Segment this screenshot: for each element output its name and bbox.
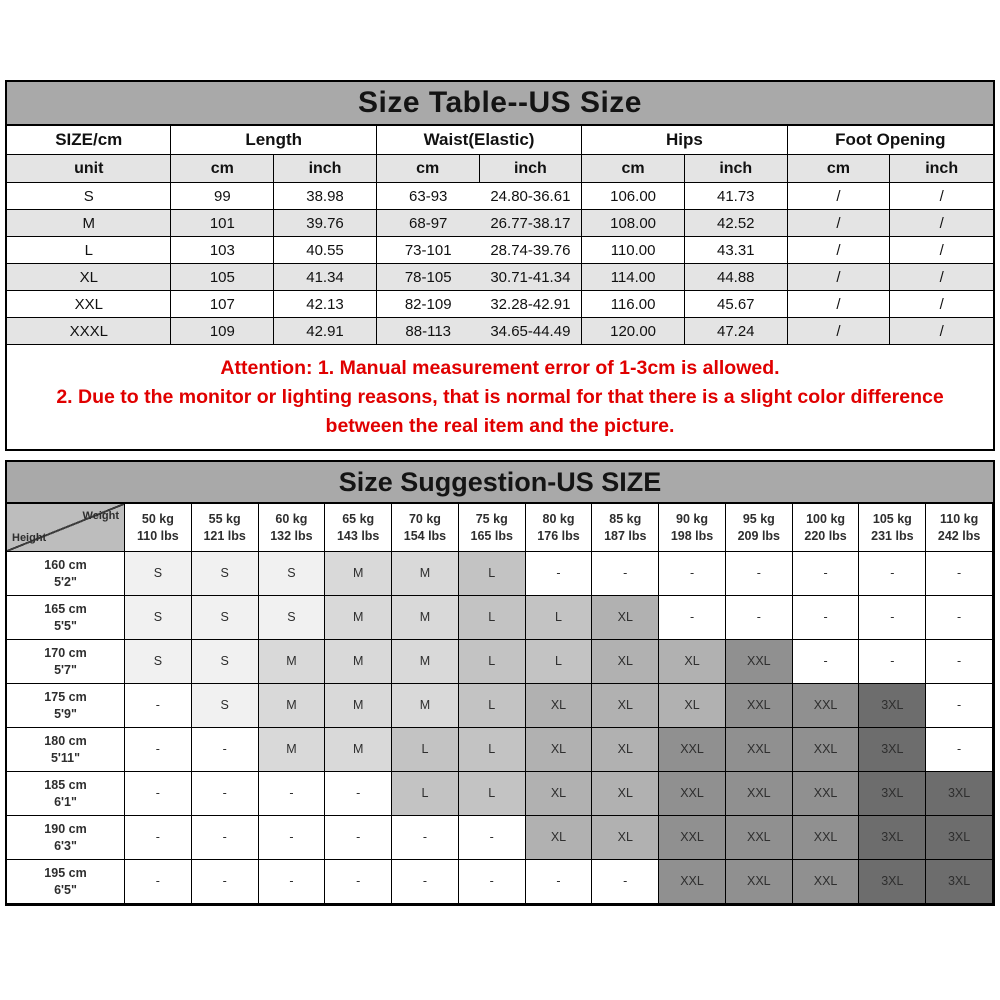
- size-table-cell: 47.24: [685, 318, 788, 345]
- size-table-cell: 44.88: [685, 264, 788, 291]
- weight-kg-label: 90 kg: [676, 511, 709, 526]
- suggestion-size-cell: XL: [592, 596, 659, 640]
- suggestion-empty-cell: -: [859, 552, 926, 596]
- weight-header-cell: [192, 504, 259, 552]
- suggestion-size-cell: M: [392, 640, 459, 684]
- suggestion-empty-cell: -: [793, 552, 860, 596]
- suggestion-size-cell: M: [325, 640, 392, 684]
- size-table-cell: 114.00: [582, 264, 685, 291]
- suggestion-empty-cell: -: [926, 640, 993, 684]
- height-cm-label: 195 cm: [44, 865, 87, 880]
- suggestion-empty-cell: -: [793, 640, 860, 684]
- height-row-label: [7, 596, 125, 640]
- weight-header-cell: [459, 504, 526, 552]
- weight-kg-label: 85 kg: [609, 511, 642, 526]
- suggestion-size-cell: L: [392, 728, 459, 772]
- suggestion-size-cell: M: [259, 728, 326, 772]
- suggestion-empty-cell: -: [526, 552, 593, 596]
- suggestion-empty-cell: -: [859, 596, 926, 640]
- suggestion-size-cell: XL: [592, 640, 659, 684]
- size-table-section: [5, 80, 995, 451]
- height-row-label: [7, 640, 125, 684]
- weight-header-cell: [125, 504, 192, 552]
- suggestion-size-cell: M: [259, 640, 326, 684]
- weight-header-cell: [926, 504, 993, 552]
- weight-kg-label: 75 kg: [475, 511, 508, 526]
- suggestion-size-cell: M: [325, 552, 392, 596]
- size-table-cell: 41.73: [685, 183, 788, 210]
- suggestion-size-cell: S: [192, 552, 259, 596]
- suggestion-empty-cell: -: [592, 860, 659, 904]
- suggestion-empty-cell: -: [793, 596, 860, 640]
- height-cm-label: 160 cm: [44, 557, 87, 572]
- size-table-cell: 42.91: [274, 318, 377, 345]
- suggestion-empty-cell: -: [192, 816, 259, 860]
- weight-header-cell: [859, 504, 926, 552]
- size-suggestion-title: Size Suggestion-US SIZE: [7, 462, 993, 504]
- suggestion-size-cell: S: [192, 596, 259, 640]
- size-table-cell: 26.77-38.17: [480, 210, 583, 237]
- height-ft-label: 6'3": [54, 838, 77, 853]
- suggestion-empty-cell: -: [592, 552, 659, 596]
- weight-kg-label: 65 kg: [342, 511, 375, 526]
- suggestion-empty-cell: -: [125, 860, 192, 904]
- suggestion-empty-cell: -: [859, 640, 926, 684]
- suggestion-size-cell: M: [392, 596, 459, 640]
- suggestion-empty-cell: -: [659, 552, 726, 596]
- height-cm-label: 185 cm: [44, 777, 87, 792]
- size-table-cell: /: [788, 210, 891, 237]
- suggestion-size-cell: XL: [659, 640, 726, 684]
- weight-kg-label: 105 kg: [872, 511, 912, 526]
- size-suggestion-section: [5, 460, 995, 906]
- unit-header-cell: cm: [582, 155, 685, 183]
- unit-header-cell: inch: [685, 155, 788, 183]
- weight-lbs-label: 132 lbs: [270, 528, 313, 543]
- height-cm-label: 175 cm: [44, 689, 87, 704]
- suggestion-empty-cell: -: [459, 860, 526, 904]
- suggestion-size-cell: 3XL: [859, 772, 926, 816]
- weight-kg-label: 80 kg: [542, 511, 575, 526]
- suggestion-empty-cell: -: [325, 816, 392, 860]
- suggestion-size-cell: 3XL: [859, 728, 926, 772]
- weight-header-cell: [526, 504, 593, 552]
- suggestion-size-cell: XXL: [793, 860, 860, 904]
- size-table: [7, 126, 993, 345]
- height-ft-label: 5'2": [54, 574, 77, 589]
- suggestion-size-cell: 3XL: [926, 860, 993, 904]
- size-table-cell: 32.28-42.91: [480, 291, 583, 318]
- size-table-cell: /: [788, 318, 891, 345]
- size-table-cell: 109: [171, 318, 274, 345]
- size-table-cell: 120.00: [582, 318, 685, 345]
- suggestion-size-cell: XXL: [726, 772, 793, 816]
- weight-header-cell: [592, 504, 659, 552]
- size-table-cell: /: [890, 264, 993, 291]
- suggestion-size-cell: M: [392, 552, 459, 596]
- suggestion-empty-cell: -: [325, 860, 392, 904]
- suggestion-empty-cell: -: [392, 816, 459, 860]
- height-row-label: [7, 860, 125, 904]
- suggestion-size-cell: L: [459, 552, 526, 596]
- size-table-cell: /: [788, 183, 891, 210]
- column-group-header: Foot Opening: [788, 126, 993, 155]
- weight-kg-label: 95 kg: [742, 511, 775, 526]
- size-table-cell: 28.74-39.76: [480, 237, 583, 264]
- size-table-cell: /: [890, 237, 993, 264]
- size-table-title: Size Table--US Size: [7, 82, 993, 126]
- suggestion-size-cell: L: [526, 596, 593, 640]
- suggestion-size-cell: S: [125, 552, 192, 596]
- size-table-cell: 110.00: [582, 237, 685, 264]
- size-table-cell: 63-93: [377, 183, 480, 210]
- size-table-cell: 39.76: [274, 210, 377, 237]
- column-group-header: Hips: [582, 126, 787, 155]
- weight-lbs-label: 143 lbs: [336, 528, 380, 543]
- suggestion-empty-cell: -: [192, 860, 259, 904]
- suggestion-size-cell: XL: [526, 772, 593, 816]
- suggestion-size-cell: L: [526, 640, 593, 684]
- suggestion-size-cell: XL: [526, 684, 593, 728]
- size-row-label: XXXL: [7, 318, 171, 345]
- suggestion-size-cell: XXL: [793, 684, 860, 728]
- suggestion-size-cell: XXL: [793, 816, 860, 860]
- size-table-cell: /: [788, 237, 891, 264]
- column-group-header: SIZE/cm: [7, 126, 171, 155]
- height-row-label: [7, 684, 125, 728]
- weight-header-cell: [793, 504, 860, 552]
- suggestion-empty-cell: -: [325, 772, 392, 816]
- suggestion-size-cell: M: [325, 728, 392, 772]
- suggestion-empty-cell: -: [125, 684, 192, 728]
- suggestion-empty-cell: -: [926, 552, 993, 596]
- suggestion-size-cell: S: [192, 684, 259, 728]
- weight-kg-label: 70 kg: [408, 511, 441, 526]
- height-row-label: [7, 552, 125, 596]
- suggestion-size-cell: XXL: [726, 640, 793, 684]
- weight-header-cell: [659, 504, 726, 552]
- unit-header-cell: inch: [480, 155, 583, 183]
- suggestion-empty-cell: -: [726, 596, 793, 640]
- height-ft-label: 5'11": [50, 750, 81, 765]
- size-table-cell: 43.31: [685, 237, 788, 264]
- suggestion-size-cell: XXL: [793, 772, 860, 816]
- weight-lbs-label: 209 lbs: [737, 528, 780, 543]
- size-table-cell: 41.34: [274, 264, 377, 291]
- suggestion-size-cell: S: [259, 596, 326, 640]
- suggestion-empty-cell: -: [726, 552, 793, 596]
- suggestion-empty-cell: -: [125, 772, 192, 816]
- size-table-cell: 116.00: [582, 291, 685, 318]
- suggestion-empty-cell: -: [259, 860, 326, 904]
- suggestion-size-cell: M: [259, 684, 326, 728]
- suggestion-size-cell: L: [459, 728, 526, 772]
- suggestion-size-cell: XL: [592, 684, 659, 728]
- corner-height-label: Height: [12, 532, 47, 544]
- attention-line-1: Attention: 1. Manual measurement error of 1-3cm is allowed.: [220, 357, 780, 379]
- size-table-cell: 101: [171, 210, 274, 237]
- suggestion-empty-cell: -: [526, 860, 593, 904]
- suggestion-size-cell: S: [259, 552, 326, 596]
- suggestion-size-cell: L: [392, 772, 459, 816]
- suggestion-size-cell: L: [459, 772, 526, 816]
- corner-weight-label: Weight: [82, 510, 119, 522]
- size-table-cell: 68-97: [377, 210, 480, 237]
- unit-header-cell: inch: [274, 155, 377, 183]
- height-cm-label: 180 cm: [44, 733, 87, 748]
- weight-height-corner: [7, 504, 125, 552]
- unit-row-label: unit: [7, 155, 171, 183]
- weight-header-cell: [392, 504, 459, 552]
- size-table-cell: /: [788, 291, 891, 318]
- size-table-cell: /: [890, 210, 993, 237]
- weight-kg-label: 100 kg: [806, 511, 846, 526]
- weight-lbs-label: 231 lbs: [871, 528, 914, 543]
- suggestion-size-cell: 3XL: [859, 860, 926, 904]
- suggestion-size-cell: 3XL: [859, 816, 926, 860]
- size-row-label: S: [7, 183, 171, 210]
- column-group-header: Length: [171, 126, 376, 155]
- suggestion-empty-cell: -: [125, 728, 192, 772]
- suggestion-empty-cell: -: [926, 596, 993, 640]
- height-cm-label: 190 cm: [44, 821, 87, 836]
- weight-lbs-label: 154 lbs: [403, 528, 447, 543]
- suggestion-size-cell: XXL: [793, 728, 860, 772]
- attention-line-3: between the real item and the picture.: [325, 415, 675, 437]
- height-ft-label: 5'5": [54, 618, 77, 633]
- size-table-cell: /: [890, 183, 993, 210]
- size-table-cell: 78-105: [377, 264, 480, 291]
- height-row-label: [7, 816, 125, 860]
- suggestion-size-cell: M: [325, 684, 392, 728]
- suggestion-size-cell: M: [325, 596, 392, 640]
- suggestion-size-cell: 3XL: [926, 816, 993, 860]
- height-ft-label: 6'5": [54, 882, 77, 897]
- size-table-cell: 82-109: [377, 291, 480, 318]
- suggestion-size-cell: XXL: [726, 728, 793, 772]
- size-row-label: XL: [7, 264, 171, 291]
- weight-lbs-label: 176 lbs: [537, 528, 580, 543]
- size-row-label: L: [7, 237, 171, 264]
- size-table-cell: /: [890, 318, 993, 345]
- size-table-cell: 105: [171, 264, 274, 291]
- suggestion-size-cell: 3XL: [859, 684, 926, 728]
- weight-lbs-label: 110 lbs: [137, 528, 179, 543]
- weight-lbs-label: 242 lbs: [937, 528, 981, 543]
- size-suggestion-table: [7, 504, 993, 904]
- height-cm-label: 165 cm: [44, 601, 87, 616]
- height-cm-label: 170 cm: [44, 645, 87, 660]
- size-table-cell: 40.55: [274, 237, 377, 264]
- size-table-cell: 106.00: [582, 183, 685, 210]
- size-table-cell: 99: [171, 183, 274, 210]
- suggestion-size-cell: XXL: [659, 772, 726, 816]
- suggestion-size-cell: S: [125, 640, 192, 684]
- height-ft-label: 6'1": [54, 794, 77, 809]
- weight-lbs-label: 220 lbs: [804, 528, 847, 543]
- size-table-cell: /: [890, 291, 993, 318]
- suggestion-size-cell: M: [392, 684, 459, 728]
- height-ft-label: 5'7": [54, 662, 77, 677]
- suggestion-size-cell: XXL: [726, 684, 793, 728]
- suggestion-size-cell: 3XL: [926, 772, 993, 816]
- size-table-cell: 34.65-44.49: [480, 318, 583, 345]
- height-row-label: [7, 728, 125, 772]
- suggestion-empty-cell: -: [659, 596, 726, 640]
- size-table-cell: 30.71-41.34: [480, 264, 583, 291]
- column-group-header: Waist(Elastic): [377, 126, 582, 155]
- suggestion-size-cell: XXL: [659, 816, 726, 860]
- weight-lbs-label: 198 lbs: [670, 528, 714, 543]
- unit-header-cell: cm: [171, 155, 274, 183]
- suggestion-size-cell: XL: [592, 728, 659, 772]
- unit-header-cell: cm: [788, 155, 891, 183]
- suggestion-empty-cell: -: [459, 816, 526, 860]
- weight-kg-label: 110 kg: [939, 511, 979, 526]
- height-row-label: [7, 772, 125, 816]
- attention-note: [7, 345, 993, 449]
- weight-header-cell: [726, 504, 793, 552]
- height-ft-label: 5'9": [54, 706, 77, 721]
- suggestion-size-cell: L: [459, 684, 526, 728]
- suggestion-size-cell: S: [192, 640, 259, 684]
- weight-lbs-label: 121 lbs: [203, 528, 246, 543]
- weight-lbs-label: 165 lbs: [470, 528, 513, 543]
- suggestion-size-cell: XL: [592, 816, 659, 860]
- size-row-label: XXL: [7, 291, 171, 318]
- attention-line-2: 2. Due to the monitor or lighting reasons, that is normal for that there is a slight color difference: [56, 386, 944, 408]
- suggestion-size-cell: XL: [526, 728, 593, 772]
- size-table-cell: 108.00: [582, 210, 685, 237]
- weight-header-cell: [325, 504, 392, 552]
- suggestion-empty-cell: -: [192, 728, 259, 772]
- size-table-cell: 42.52: [685, 210, 788, 237]
- suggestion-size-cell: L: [459, 596, 526, 640]
- suggestion-empty-cell: -: [392, 860, 459, 904]
- size-table-cell: 24.80-36.61: [480, 183, 583, 210]
- size-table-cell: /: [788, 264, 891, 291]
- weight-lbs-label: 187 lbs: [604, 528, 647, 543]
- suggestion-empty-cell: -: [125, 816, 192, 860]
- suggestion-empty-cell: -: [926, 684, 993, 728]
- weight-kg-label: 60 kg: [275, 511, 308, 526]
- weight-header-cell: [259, 504, 326, 552]
- suggestion-empty-cell: -: [259, 816, 326, 860]
- weight-kg-label: 50 kg: [141, 511, 174, 526]
- suggestion-size-cell: XL: [659, 684, 726, 728]
- suggestion-size-cell: XXL: [659, 860, 726, 904]
- unit-header-cell: cm: [377, 155, 480, 183]
- suggestion-empty-cell: -: [259, 772, 326, 816]
- unit-header-cell: inch: [890, 155, 993, 183]
- suggestion-size-cell: S: [125, 596, 192, 640]
- weight-kg-label: 55 kg: [208, 511, 241, 526]
- suggestion-size-cell: XXL: [726, 860, 793, 904]
- size-table-cell: 42.13: [274, 291, 377, 318]
- size-table-cell: 38.98: [274, 183, 377, 210]
- suggestion-size-cell: XXL: [659, 728, 726, 772]
- size-table-cell: 107: [171, 291, 274, 318]
- size-table-cell: 45.67: [685, 291, 788, 318]
- size-table-cell: 103: [171, 237, 274, 264]
- size-table-cell: 73-101: [377, 237, 480, 264]
- suggestion-size-cell: XXL: [726, 816, 793, 860]
- suggestion-empty-cell: -: [192, 772, 259, 816]
- size-table-cell: 88-113: [377, 318, 480, 345]
- suggestion-size-cell: XL: [526, 816, 593, 860]
- suggestion-size-cell: XL: [592, 772, 659, 816]
- suggestion-empty-cell: -: [926, 728, 993, 772]
- suggestion-size-cell: L: [459, 640, 526, 684]
- size-row-label: M: [7, 210, 171, 237]
